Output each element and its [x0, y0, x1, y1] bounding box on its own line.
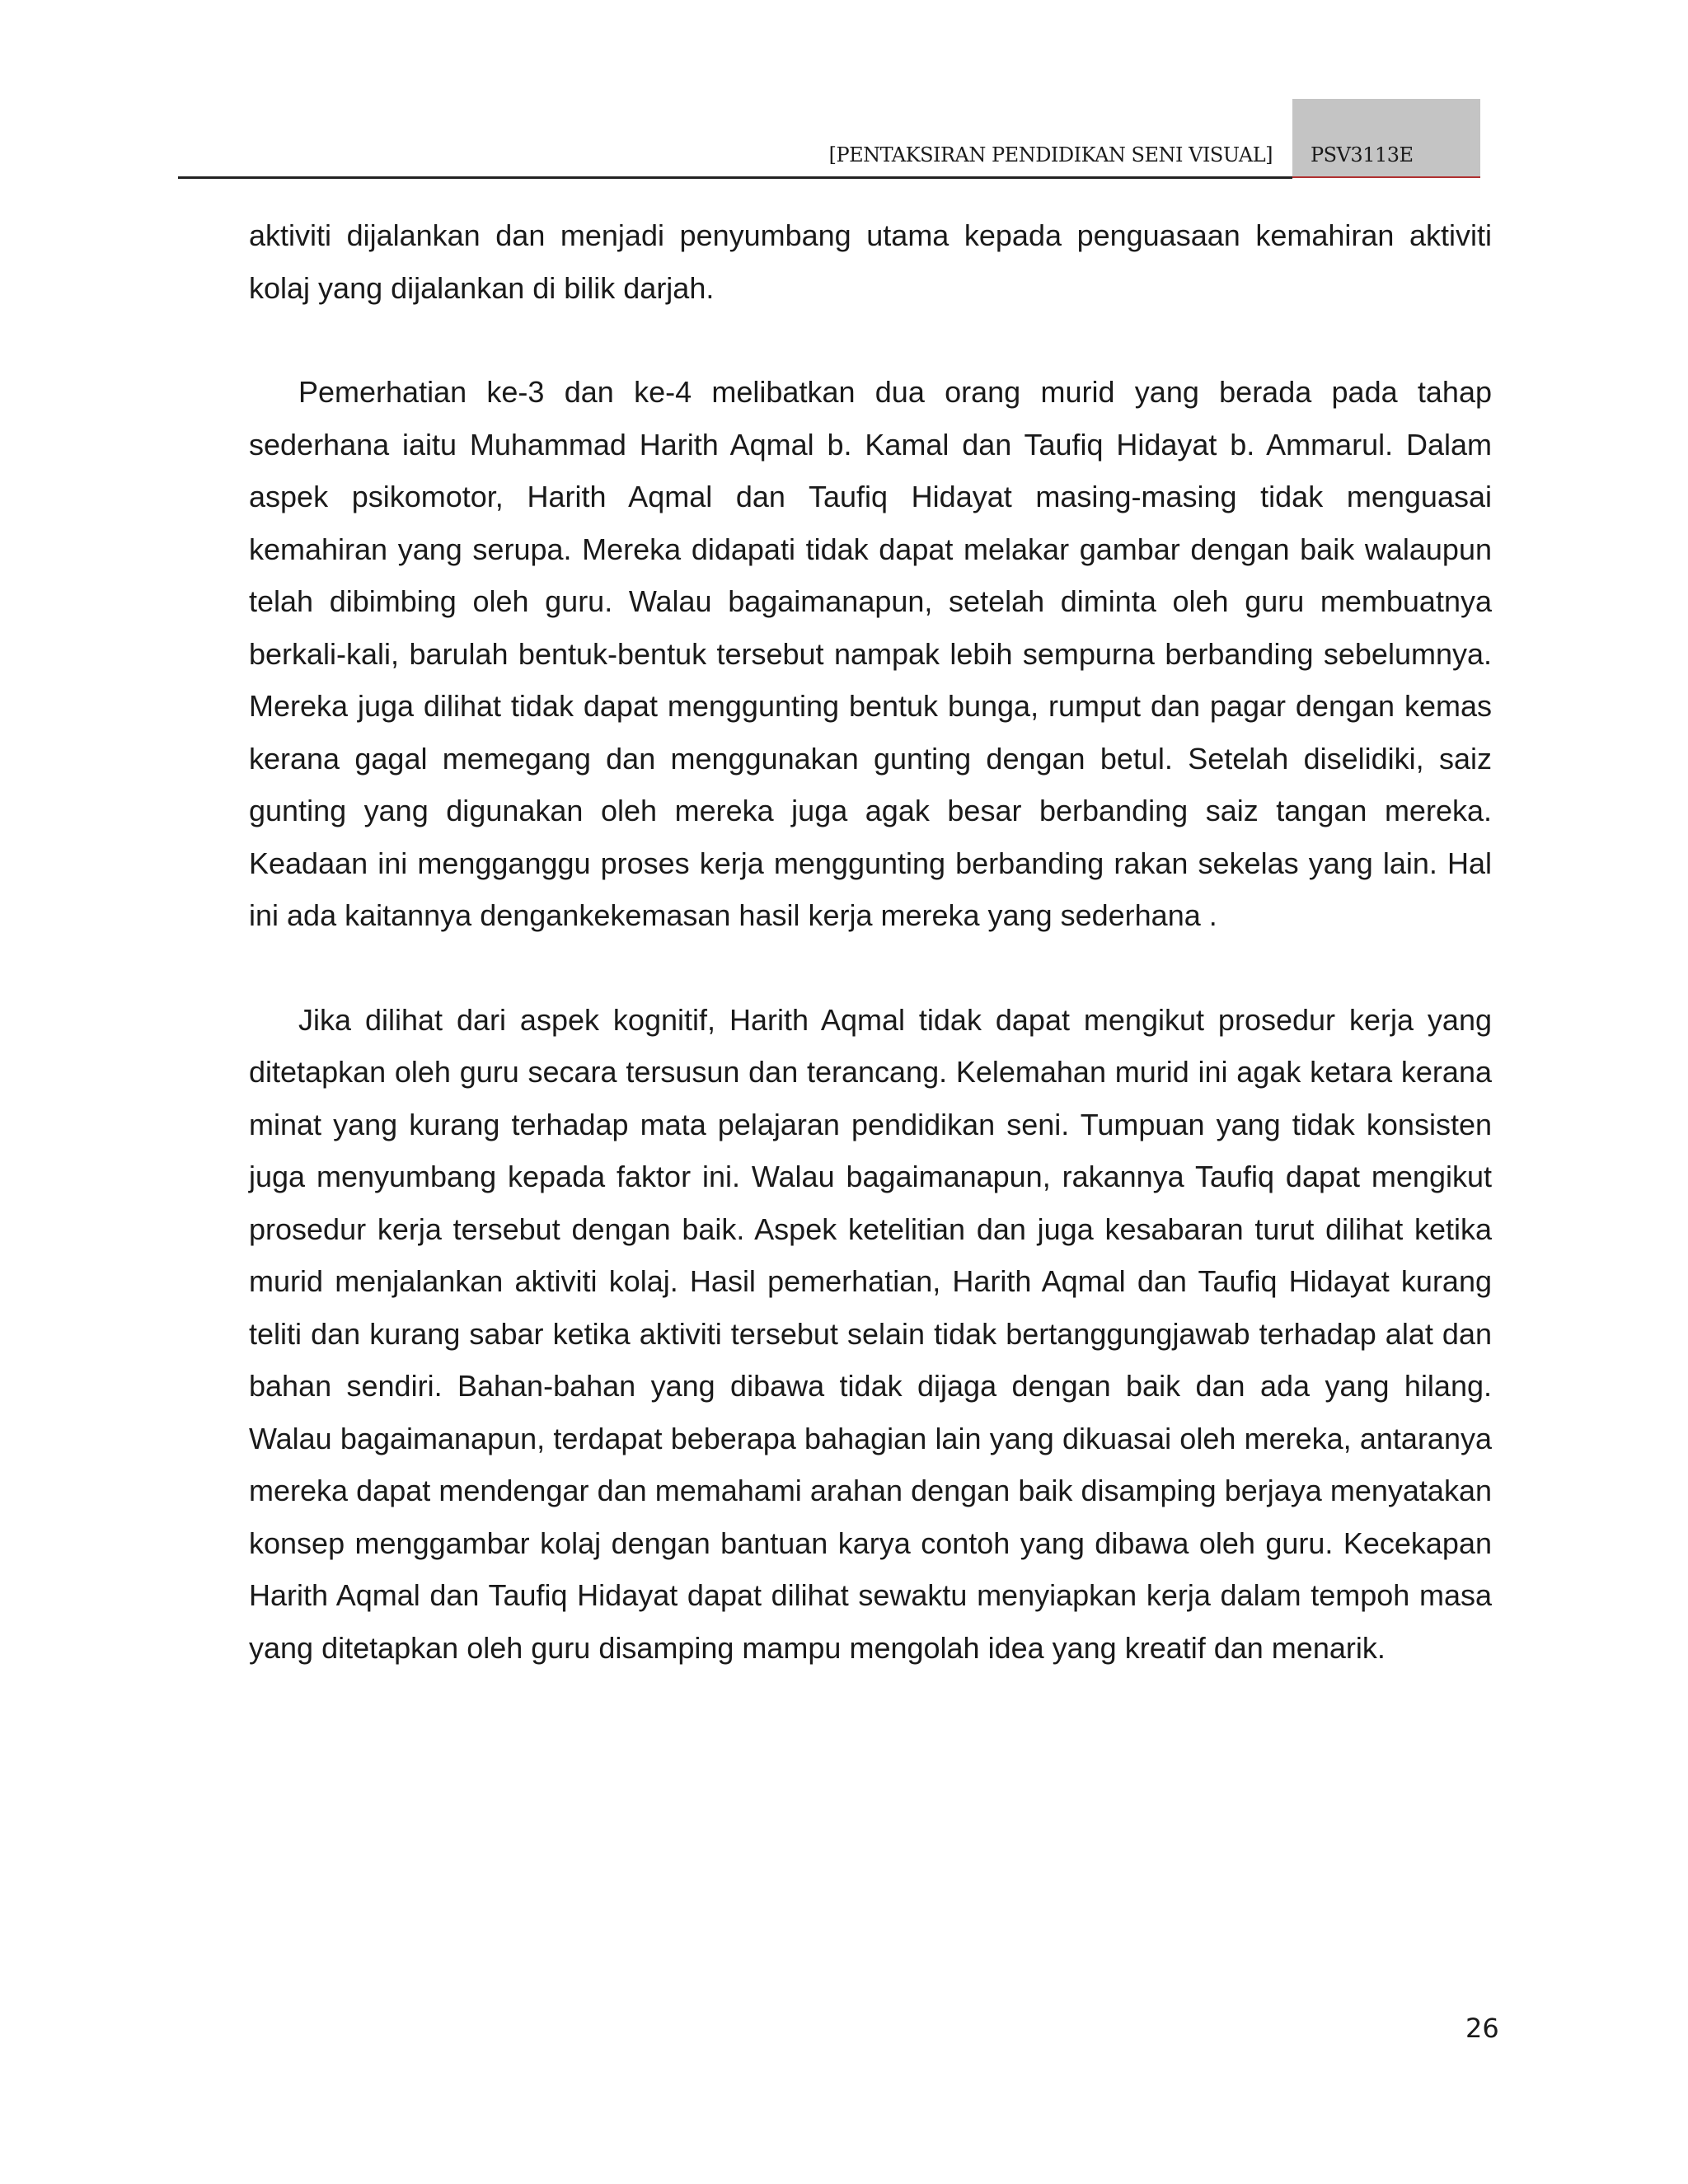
- paragraph-kognitif: Jika dilihat dari aspek kognitif, Harith Aqmal tidak dapat mengikut prosedur kerja yang ditetapkan oleh guru secara tersusun dan terancang. Kelemahan murid ini agak ketara kerana minat yang kurang terhadap mata pelajaran pendidikan seni. Tumpuan yang tidak konsisten juga menyumbang kepada faktor ini. Walau bagaimanapun, rakannya Taufiq dapat mengikut prosedur kerja tersebut dengan baik. Aspek ketelitian dan juga kesabaran turut dilihat ketika murid menjalankan aktiviti kolaj. Hasil pemerhatian, Harith Aqmal dan Taufiq Hidayat kurang teliti dan kurang sabar ketika aktiviti tersebut selain tidak bertanggungjawab terhadap alat dan bahan sendiri. Bahan-bahan yang dibawa tidak dijaga dengan baik dan ada yang hilang. Walau bagaimanapun, terdapat beberapa bahagian lain yang dikuasai oleh mereka, antaranya mereka dapat mendengar dan memahami arahan dengan baik disamping berjaya menyatakan konsep menggambar kolaj dengan bantuan karya contoh yang dibawa oleh guru. Kecekapan Harith Aqmal dan Taufiq Hidayat dapat dilihat sewaktu menyiapkan kerja dalam tempoh masa yang ditetapkan oleh guru disamping mampu mengolah idea yang kreatif dan menarik.: [249, 1002, 1492, 1665]
- paragraph-continuation: aktiviti dijalankan dan menjadi penyumbang utama kepada penguasaan kemahiran aktiviti kolaj yang dijalankan di bilik darjah.: [249, 218, 1492, 305]
- header-code-box: [1292, 99, 1480, 176]
- body-text: [249, 209, 1492, 1674]
- header-title: [PENTAKSIRAN PENDIDIKAN SENI VISUAL]: [828, 143, 1273, 166]
- course-code: PSV3113E: [1311, 143, 1414, 166]
- header-divider: [178, 176, 1292, 179]
- page-number: 26: [1465, 2013, 1499, 2044]
- header-accent-line: [1292, 176, 1480, 178]
- paragraph-psikomotor: Pemerhatian ke-3 dan ke-4 melibatkan dua orang murid yang berada pada tahap sederhana iaitu Muhammad Harith Aqmal b. Kamal dan Taufiq Hidayat b. Ammarul. Dalam aspek psikomotor, Harith Aqmal dan Taufiq Hidayat masing-masing tidak menguasai kemahiran yang serupa. Mereka didapati tidak dapat melakar gambar dengan baik walaupun telah dibimbing oleh guru. Walau bagaimanapun, setelah diminta oleh guru membuatnya berkali-kali, barulah bentuk-bentuk tersebut nampak lebih sempurna berbanding sebelumnya. Mereka juga dilihat tidak dapat menggunting bentuk bunga, rumput dan pagar dengan kemas kerana gagal memegang dan menggunakan gunting dengan betul. Setelah diselidiki, saiz gunting yang digunakan oleh mereka juga agak besar berbanding saiz tangan mereka. Keadaan ini mengganggu proses kerja menggunting berbanding rakan sekelas yang lain. Hal ini ada kaitannya dengankekemasan hasil kerja mereka yang sederhana .: [249, 375, 1492, 932]
- page-header: [178, 99, 1480, 180]
